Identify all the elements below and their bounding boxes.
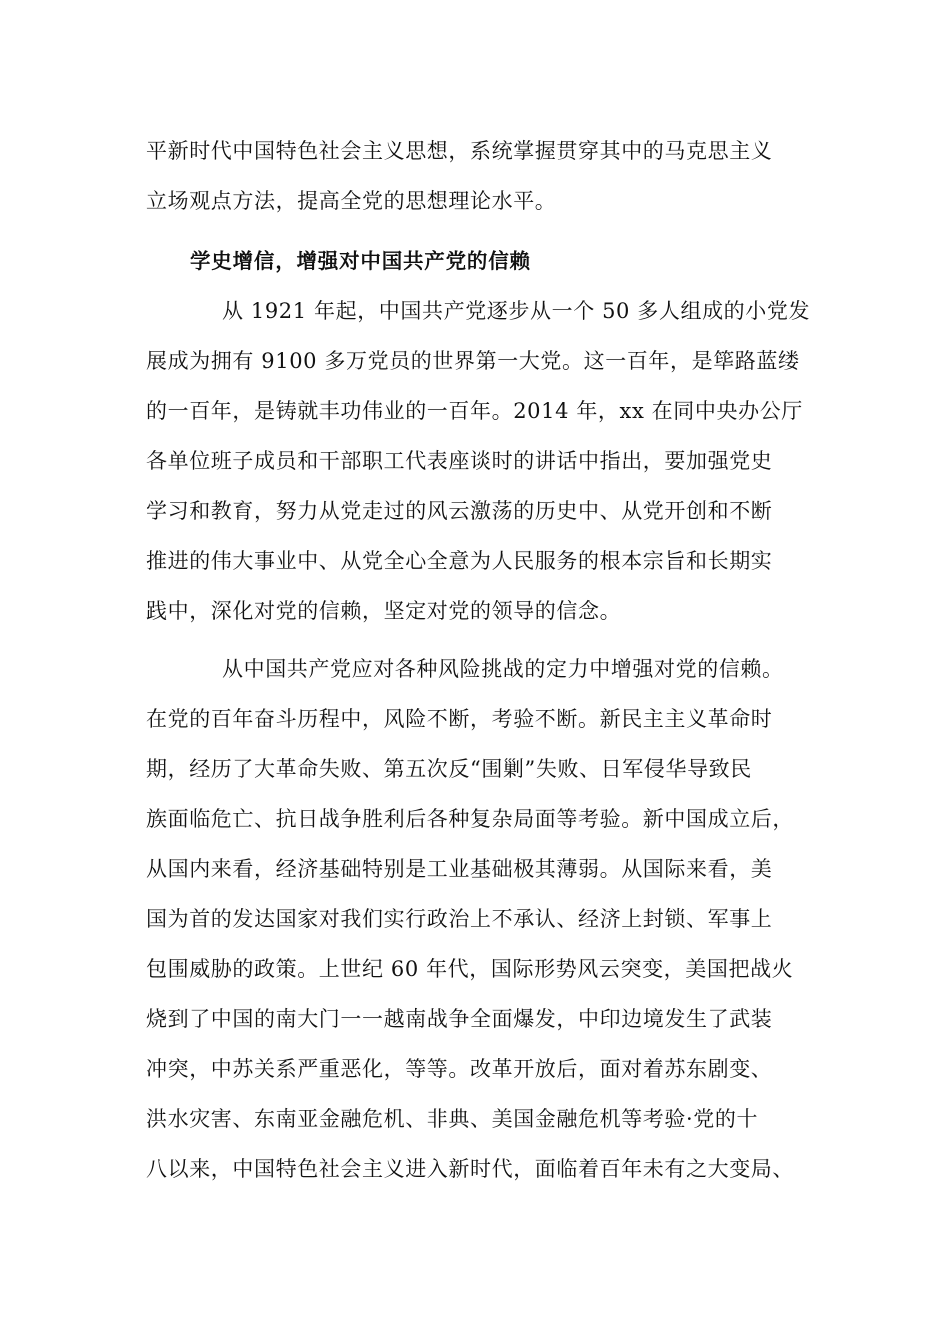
paragraph-line: 包围威胁的政策。上世纪 60 年代，国际形势风云突变，美国把战火 bbox=[146, 957, 794, 981]
paragraph-line: 从国内来看，经济基础特别是工业基础极其薄弱。从国际来看，美 bbox=[146, 857, 773, 881]
paragraph-line: 从中国共产党应对各种风险挑战的定力中增强对党的信赖。 bbox=[222, 657, 784, 681]
paragraph-line: 八以来，中国特色社会主义进入新时代，面临着百年未有之大变局、 bbox=[146, 1157, 794, 1181]
intro-line: 平新时代中国特色社会主义思想，系统掌握贯穿其中的马克思主义 bbox=[146, 139, 773, 163]
paragraph-line: 的一百年，是铸就丰功伟业的一百年。2014 年，xx 在同中央办公厅 bbox=[146, 399, 803, 423]
paragraph-line: 洪水灾害、东南亚金融危机、非典、美国金融危机等考验·党的十 bbox=[146, 1107, 759, 1131]
section-heading: 学史增信，增强对中国共产党的信赖 bbox=[190, 249, 531, 273]
paragraph-line: 展成为拥有 9100 多万党员的世界第一大党。这一百年，是筚路蓝缕 bbox=[146, 349, 800, 373]
paragraph-line: 学习和教育，努力从党走过的风云激荡的历史中、从党开创和不断 bbox=[146, 499, 773, 523]
paragraph-line: 期，经历了大革命失败、第五次反“围剿”失败、日军侵华导致民 bbox=[146, 757, 752, 781]
paragraph-line: 从 1921 年起，中国共产党逐步从一个 50 多人组成的小党发 bbox=[222, 299, 811, 323]
paragraph-line: 冲突，中苏关系严重恶化，等等。改革开放后，面对着苏东剧变、 bbox=[146, 1057, 773, 1081]
paragraph-line: 各单位班子成员和干部职工代表座谈时的讲话中指出，要加强党史 bbox=[146, 449, 773, 473]
paragraph-line: 推进的伟大事业中、从党全心全意为人民服务的根本宗旨和长期实 bbox=[146, 549, 773, 573]
paragraph-line: 践中，深化对党的信赖，坚定对党的领导的信念。 bbox=[146, 599, 622, 623]
paragraph-line: 在党的百年奋斗历程中，风险不断，考验不断。新民主主义革命时 bbox=[146, 707, 773, 731]
paragraph-line: 族面临危亡、抗日战争胜利后各种复杂局面等考验。新中国成立后， bbox=[146, 807, 794, 831]
intro-line: 立场观点方法，提高全党的思想理论水平。 bbox=[146, 189, 557, 213]
paragraph-line: 烧到了中国的南大门一一越南战争全面爆发，中印边境发生了武装 bbox=[146, 1007, 773, 1031]
paragraph-line: 国为首的发达国家对我们实行政治上不承认、经济上封锁、军事上 bbox=[146, 907, 773, 931]
